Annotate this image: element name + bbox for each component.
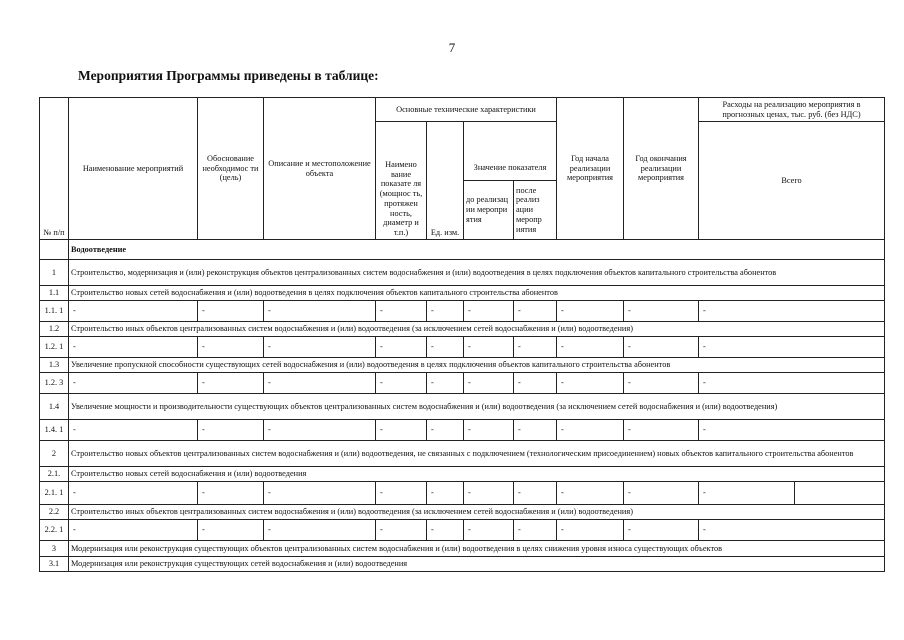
cell-param: - [376,420,427,441]
col-header-num: № п/п [40,98,69,240]
cell-reason: - [198,373,264,394]
col-header-param-name: Наимено вание показате ля (мощнос ть, протяжен ность, диаметр и т.п.) [376,122,427,240]
cell-before: - [464,337,514,358]
table-row [40,420,885,441]
col-header-reason: Обоснование необходимос ти (цель) [198,98,264,240]
row-title: Увеличение мощности и производительности существующих объектов централизованных систем водоснабжения и (или) водоотведения (за исключением сетей водоснабжения и (или) водоотведения) [69,394,885,420]
page-number: 7 [448,40,456,55]
cell-before: - [464,482,514,505]
row-title: Строительство, модернизация и (или) реконструкция объектов централизованных систем водоснабжения и (или) водоотведения в целях подключения объектов капитального строительства абонентов [69,260,885,286]
cell-end-year: - [624,301,699,322]
cell-start-year: - [557,420,624,441]
cell-after: - [514,301,557,322]
cell-start-year: - [557,301,624,322]
cell-param: - [376,520,427,541]
row-number: 1.1. 1 [40,301,69,322]
cell-param: - [376,337,427,358]
row-number: 2.1. 1 [40,482,69,505]
cell-reason: - [198,520,264,541]
row-title: Строительство новых сетей водоснабжения и (или) водоотведения в целях подключения объектов капитального строительства абонентов [69,286,885,301]
cell-before: - [464,420,514,441]
cell-name: - [69,373,198,394]
cell-reason: - [198,301,264,322]
cell-end-year: - [624,373,699,394]
cell-total: - [699,520,885,541]
row-number: 1.2. 3 [40,373,69,394]
cell-description: - [264,301,376,322]
col-header-description: Описание и местоположение объекта [264,98,376,240]
cell-name: - [69,301,198,322]
cell-unit: - [427,520,464,541]
cell-unit: - [427,373,464,394]
cell-reason: - [198,337,264,358]
col-header-end-year: Год окончания реализации мероприятия [624,98,699,240]
cell-name: - [69,520,198,541]
cell-start-year: - [557,520,624,541]
cell-start-year: - [557,373,624,394]
table-row [40,373,885,394]
cell-total: - [699,482,795,505]
cell-reason: - [198,420,264,441]
cell-before: - [464,301,514,322]
value-spacer [464,122,557,157]
col-header-tech-group: Основные технические характеристики [376,98,557,122]
table-row [40,337,885,358]
table-row [40,301,885,322]
section-title: Водоотведение [69,240,885,260]
row-title: Строительство иных объектов централизованных систем водоснабжения и (или) водоотведения (за исключением сетей водоснабжения и (или) водоотведения) [69,505,885,520]
cell-start-year: - [557,482,624,505]
row-number: 1.3 [40,358,69,373]
cell-name: - [69,420,198,441]
row-title: Строительство иных объектов централизованных систем водоснабжения и (или) водоотведения (за исключением сетей водоснабжения и (или) водоотведения) [69,322,885,337]
col-header-value-group: Значение показателя [464,157,557,181]
row-number: 1.4. 1 [40,420,69,441]
row-number: 2 [40,441,69,467]
row-title: Строительство новых объектов централизованных систем водоснабжения и (или) водоотведения, не связанных с подключением (технологическим присоединением) новых объектов капитального строительства абонентов [69,441,885,467]
row-number: 3 [40,541,69,557]
cell-unit: - [427,337,464,358]
cell-end-year: - [624,482,699,505]
row-number: 1.4 [40,394,69,420]
row-number: 2.1. [40,467,69,482]
cell-after: - [514,520,557,541]
row-number: 1.1 [40,286,69,301]
col-header-before: до реализац ии меропри ятия [464,181,514,240]
cell-end-year: - [624,337,699,358]
cell-param: - [376,373,427,394]
cell-total: - [699,373,885,394]
table-row [40,482,885,505]
cell-description: - [264,482,376,505]
cell-description: - [264,520,376,541]
cell-before: - [464,373,514,394]
row-title: Модернизация или реконструкция существующих объектов централизованных систем водоснабжения и (или) водоотведения в целях снижения уровня износа существующих объектов [69,541,885,557]
col-header-unit: Ед. изм. [427,122,464,240]
table-heading: Мероприятия Программы приведены в таблице: [78,68,379,83]
row-title: Увеличение пропускной способности существующих сетей водоснабжения и (или) водоотведения в целях подключения объектов капитального строительства абонентов [69,358,885,373]
cell-unit: - [427,301,464,322]
row-number: 1.2. 1 [40,337,69,358]
col-header-total: Всего [699,122,885,240]
row-title: Строительство новых сетей водоснабжения и (или) водоотведения [69,467,885,482]
row-number: 1.2 [40,322,69,337]
cell-extra [795,482,885,505]
cell-name: - [69,337,198,358]
col-header-costs-group: Расходы на реализацию мероприятия в прогнозных ценах, тыс. руб. (без НДС) [699,98,885,122]
cell-param: - [376,482,427,505]
cell-total: - [699,337,885,358]
col-header-after: после реализ ации меропр иятия [514,181,557,240]
cell-total: - [699,301,885,322]
cell-after: - [514,337,557,358]
cell-after: - [514,373,557,394]
cell-name: - [69,482,198,505]
cell-description: - [264,337,376,358]
cell-unit: - [427,420,464,441]
cell-total: - [699,420,885,441]
cell-unit: - [427,482,464,505]
row-number: 2.2 [40,505,69,520]
row-number: 1 [40,260,69,286]
cell-reason: - [198,482,264,505]
col-header-start-year: Год начала реализации мероприятия [557,98,624,240]
cell-description: - [264,373,376,394]
cell-description: - [264,420,376,441]
cell-start-year: - [557,337,624,358]
cell-after: - [514,482,557,505]
cell-before: - [464,520,514,541]
cell-end-year: - [624,520,699,541]
row-number: 2.2. 1 [40,520,69,541]
row-number: 3.1 [40,557,69,572]
cell-param: - [376,301,427,322]
col-header-name: Наименование мероприятий [69,98,198,240]
cell-end-year: - [624,420,699,441]
section-num-cell [40,240,69,260]
program-measures-table [39,97,885,572]
row-title: Модернизация или реконструкция существующих сетей водоснабжения и (или) водоотведения [69,557,885,572]
cell-after: - [514,420,557,441]
table-row [40,520,885,541]
